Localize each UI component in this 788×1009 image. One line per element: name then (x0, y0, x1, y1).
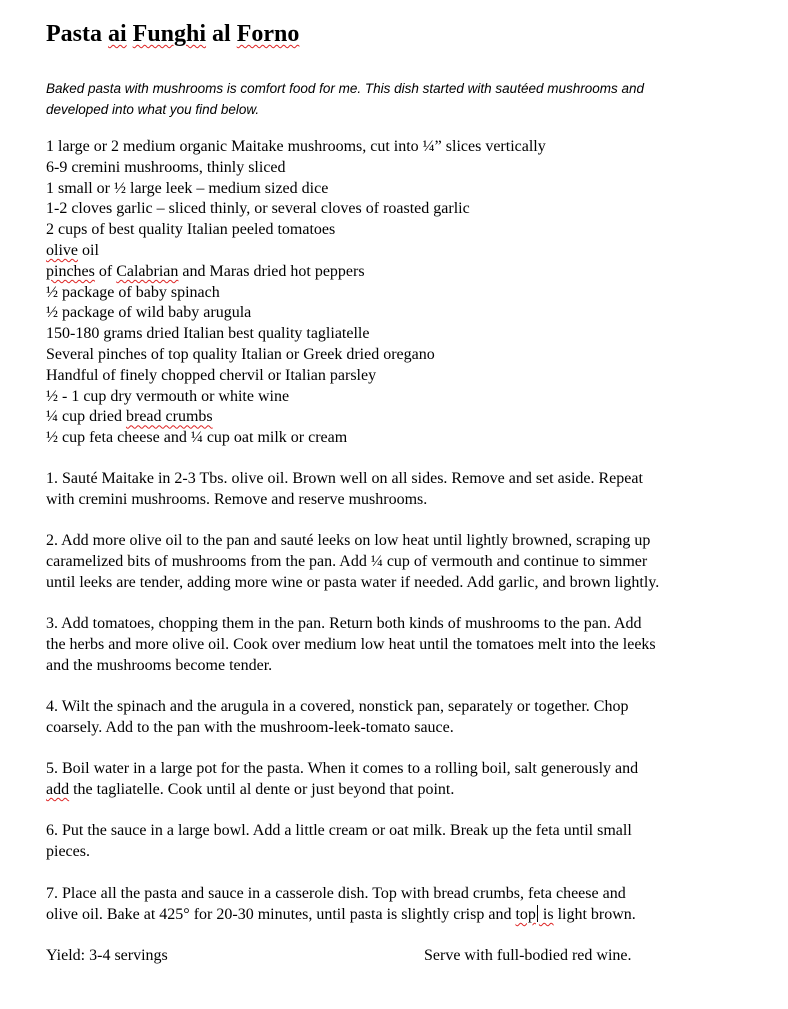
ingredient-item: ¼ cup dried bread crumbs (46, 408, 213, 426)
step-line: until leeks are tender, adding more wine or pasta water if needed. Add garlic, and brown lightly. (46, 573, 660, 591)
spelling-underline: add (46, 780, 70, 798)
ingredient-item: 6-9 cremini mushrooms, thinly sliced (46, 158, 286, 176)
spelling-underline: Forno (236, 21, 300, 47)
step-line: 5. Boil water in a large pot for the pasta. When it comes to a rolling boil, salt generously and (46, 760, 639, 777)
step-line: olive oil. Bake at 425° for 20-30 minutes, until pasta is slightly crisp and top is light brown. (46, 905, 636, 923)
ingredient-item: 1 small or ½ large leek – medium sized dice (46, 179, 329, 197)
step-line: 2. Add more olive oil to the pan and sauté leeks on low heat until lightly browned, scraping up (46, 532, 651, 549)
step-line: pieces. (46, 842, 90, 860)
spelling-underline: ai (108, 21, 127, 47)
step-line: with cremini mushrooms. Remove and reserve mushrooms. (46, 490, 428, 508)
yield-text[interactable]: Yield: 3-4 servings (46, 947, 168, 964)
ingredient-item: 1-2 cloves garlic – sliced thinly, or several cloves of roasted garlic (46, 200, 470, 218)
step-line: the herbs and more olive oil. Cook over medium low heat until the tomatoes melt into the leeks (46, 635, 656, 653)
step-line: 6. Put the sauce in a large bowl. Add a little cream or oat milk. Break up the feta until small (46, 822, 632, 839)
step-line: caramelized bits of mushrooms from the pan. Add ¼ cup of vermouth and continue to simmer (46, 552, 648, 570)
step-7[interactable] (46, 884, 756, 926)
step-6[interactable] (46, 821, 756, 863)
recipe-title[interactable]: Pasta ai Funghi al Forno (46, 21, 300, 47)
ingredient-item: ½ package of baby spinach (46, 283, 220, 301)
step-2[interactable] (46, 531, 756, 593)
step-line: 4. Wilt the spinach and the arugula in a covered, nonstick pan, separately or together. Chop (46, 698, 629, 715)
spelling-underline: Calabrian (116, 262, 179, 280)
text-cursor (537, 905, 538, 922)
step-3[interactable] (46, 614, 756, 676)
ingredient-item: 150-180 grams dried Italian best quality tagliatelle (46, 325, 370, 343)
ingredient-item: ½ cup feta cheese and ¼ cup oat milk or cream (46, 429, 348, 447)
step-1[interactable] (46, 469, 756, 511)
step-5[interactable] (46, 759, 756, 801)
step-line: coarsely. Add to the pan with the mushroom-leek-tomato sauce. (46, 718, 454, 736)
ingredient-item: Handful of finely chopped chervil or Italian parsley (46, 366, 377, 384)
ingredient-list[interactable] (46, 137, 546, 449)
intro-line: developed into what you find below. (46, 102, 260, 117)
intro-paragraph[interactable] (46, 78, 746, 120)
ingredient-item: Several pinches of top quality Italian or Greek dried oregano (46, 345, 435, 363)
step-line: add the tagliatelle. Cook until al dente or just beyond that point. (46, 780, 455, 798)
step-line: 3. Add tomatoes, chopping them in the pan. Return both kinds of mushrooms to the pan. Add (46, 615, 642, 632)
step-line: 1. Sauté Maitake in 2-3 Tbs. olive oil. Brown well on all sides. Remove and set aside. Repeat (46, 470, 643, 487)
ingredient-item: 2 cups of best quality Italian peeled tomatoes (46, 221, 336, 239)
step-4[interactable] (46, 697, 756, 739)
spelling-underline: bread crumbs (125, 408, 213, 426)
step-line: and the mushrooms become tender. (46, 656, 273, 674)
spelling-underline: olive (46, 241, 78, 259)
serving-suggestion[interactable]: Serve with full-bodied red wine. (424, 947, 632, 964)
ingredient-item: olive oil (46, 241, 99, 259)
ingredient-item: 1 large or 2 medium organic Maitake mushrooms, cut into ¼” slices vertically (46, 138, 546, 155)
spelling-underline: top is (515, 905, 554, 923)
ingredient-item: pinches of Calabrian and Maras dried hot peppers (46, 262, 365, 280)
ingredient-item: ½ - 1 cup dry vermouth or white wine (46, 387, 290, 405)
step-line: 7. Place all the pasta and sauce in a casserole dish. Top with bread crumbs, feta cheese and (46, 885, 626, 902)
ingredient-item: ½ package of wild baby arugula (46, 304, 252, 322)
intro-line: Baked pasta with mushrooms is comfort food for me. This dish started with sautéed mushrooms and (46, 81, 645, 96)
spelling-underline: Funghi (132, 21, 207, 47)
spelling-underline: pinches (46, 262, 95, 280)
